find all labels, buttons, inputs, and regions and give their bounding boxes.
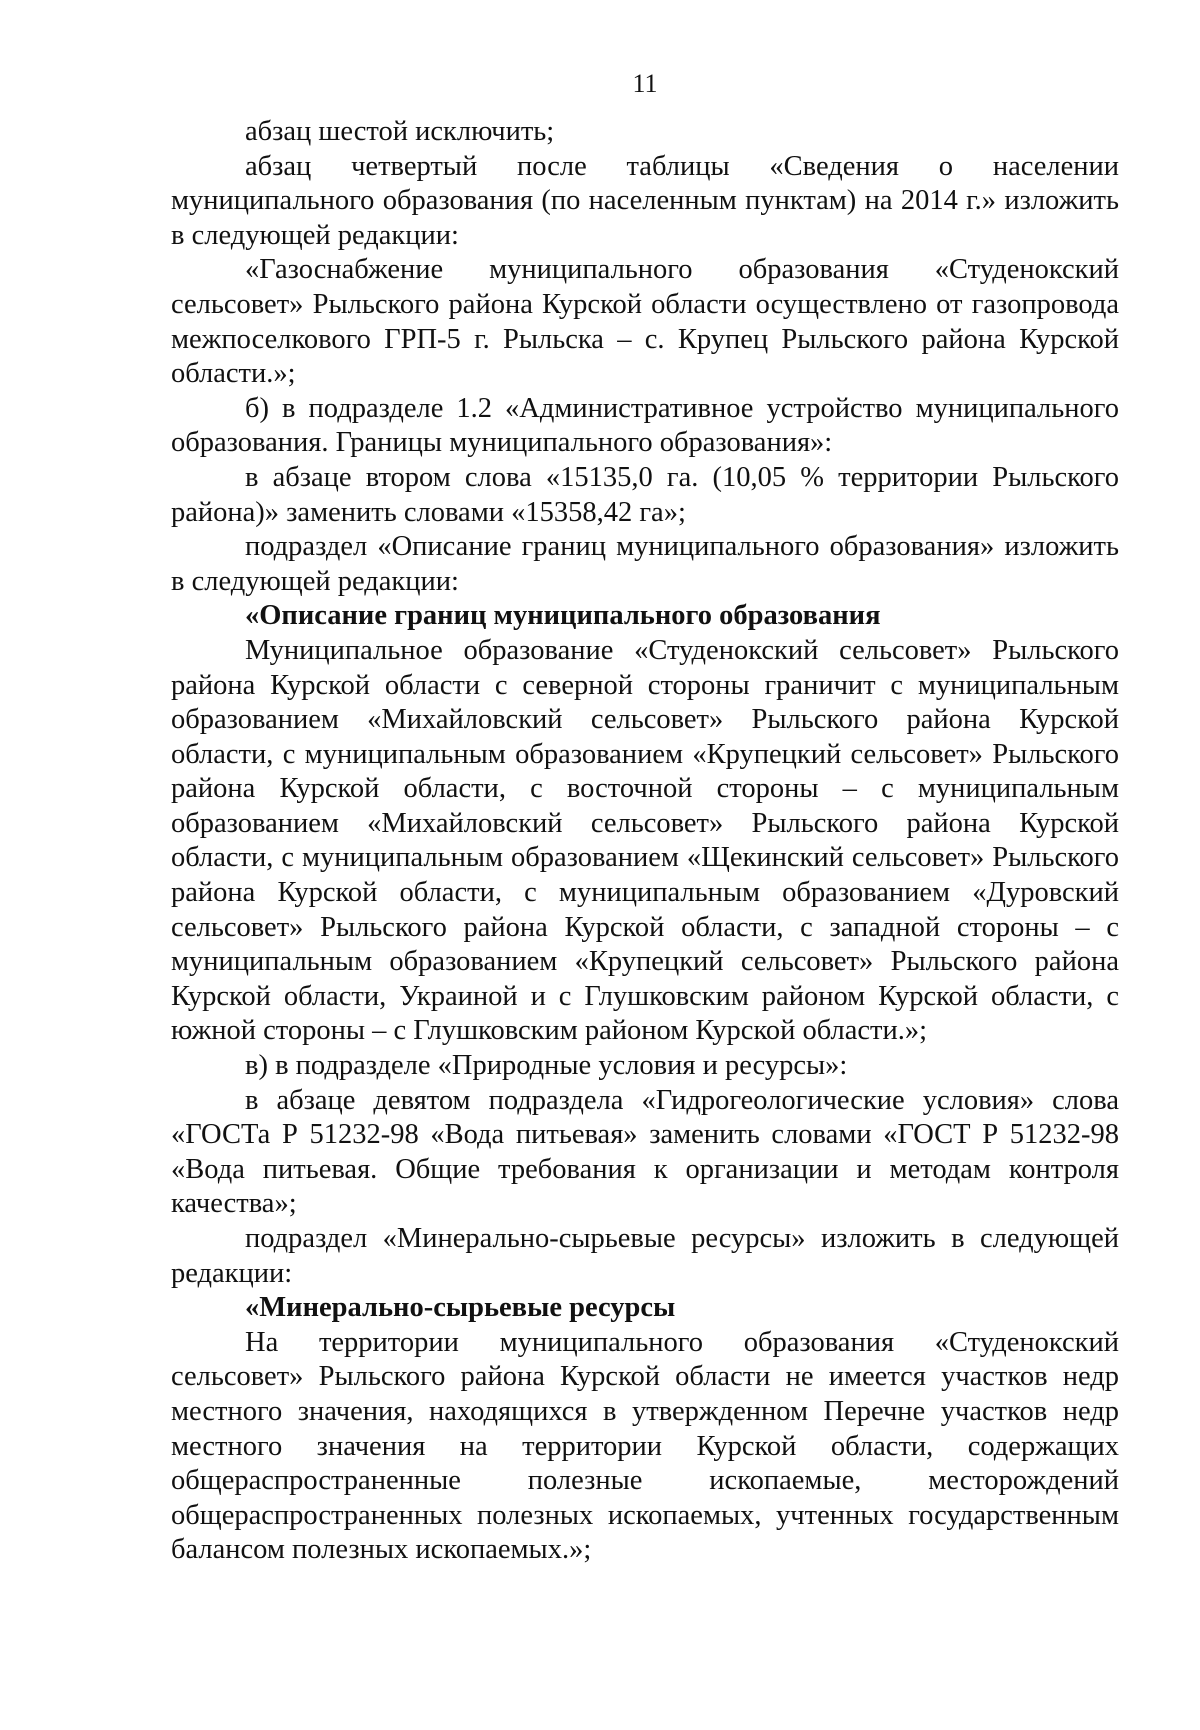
paragraph: подраздел «Описание границ муниципального образования» изложить в следующей редакции: (171, 531, 1119, 597)
document-body (171, 115, 1119, 1568)
section-heading-mineral-resources: «Минерально-сырьевые ресурсы (245, 1292, 676, 1324)
paragraph: б) в подразделе 1.2 «Административное устройство муниципального образования. Границы муниципального образования»: (171, 392, 1119, 459)
paragraph: в абзаце втором слова «15135,0 га. (10,05 % территории Рыльского района)» заменить словами «15358,42 га»; (171, 461, 1119, 528)
page-number: 11 (632, 69, 658, 98)
paragraph: в) в подразделе «Природные условия и ресурсы»: (245, 1050, 848, 1082)
paragraph: На территории муниципального образования «Студенокский сельсовет» Рыльского района Курской области не имеется участков недр местного значения, находящихся в утвержденном Перечне участков недр местного значения на территории Курской области, содержащих общераспространенные полезные ископаемые, месторождений общераспространенных полезных ископаемых, учтенных государственным балансом полезных ископаемых.»; (171, 1326, 1119, 1566)
section-heading-boundaries: «Описание границ муниципального образования (245, 600, 881, 632)
paragraph: «Газоснабжение муниципального образования «Студенокский сельсовет» Рыльского района Курской области осуществлено от газопровода межпоселкового ГРП-5 г. Рыльска – с. Крупец Рыльского района Курской области.»; (171, 254, 1119, 390)
paragraph: абзац шестой исключить; (245, 116, 555, 147)
paragraph: в абзаце девятом подраздела «Гидрогеологические условия» слова «ГОСТа Р 51232-98 «Вода питьевая» заменить словами «ГОСТ Р 51232-98 «Вода питьевая. Общие требования к организации и методам контроля качества»; (171, 1084, 1119, 1220)
paragraph: Муниципальное образование «Студенокский сельсовет» Рыльского района Курской области с северной стороны граничит с муниципальным образованием «Михайловский сельсовет» Рыльского района Курской области, с муниципальным образованием «Крупецкий сельсовет» Рыльского района Курской области, с восточной стороны – с муниципальным образованием «Михайловский сельсовет» Рыльского района Курской области, с муниципальным образованием «Щекинский сельсовет» Рыльского района Курской области, с муниципальным образованием «Дуровский сельсовет» Рыльского района Курской области, с западной стороны – с муниципальным образованием «Крупецкий сельсовет» Рыльского района Курской области, Украиной и с Глушковским районом Курской области, с южной стороны – с Глушковским районом Курской области.»; (171, 634, 1119, 1047)
paragraph: абзац четвертый после таблицы «Сведения о населении муниципального образования (по населенным пунктам) на 2014 г.» изложить в следующей редакции: (171, 150, 1119, 251)
paragraph: подраздел «Минерально-сырьевые ресурсы» изложить в следующей редакции: (171, 1223, 1119, 1289)
